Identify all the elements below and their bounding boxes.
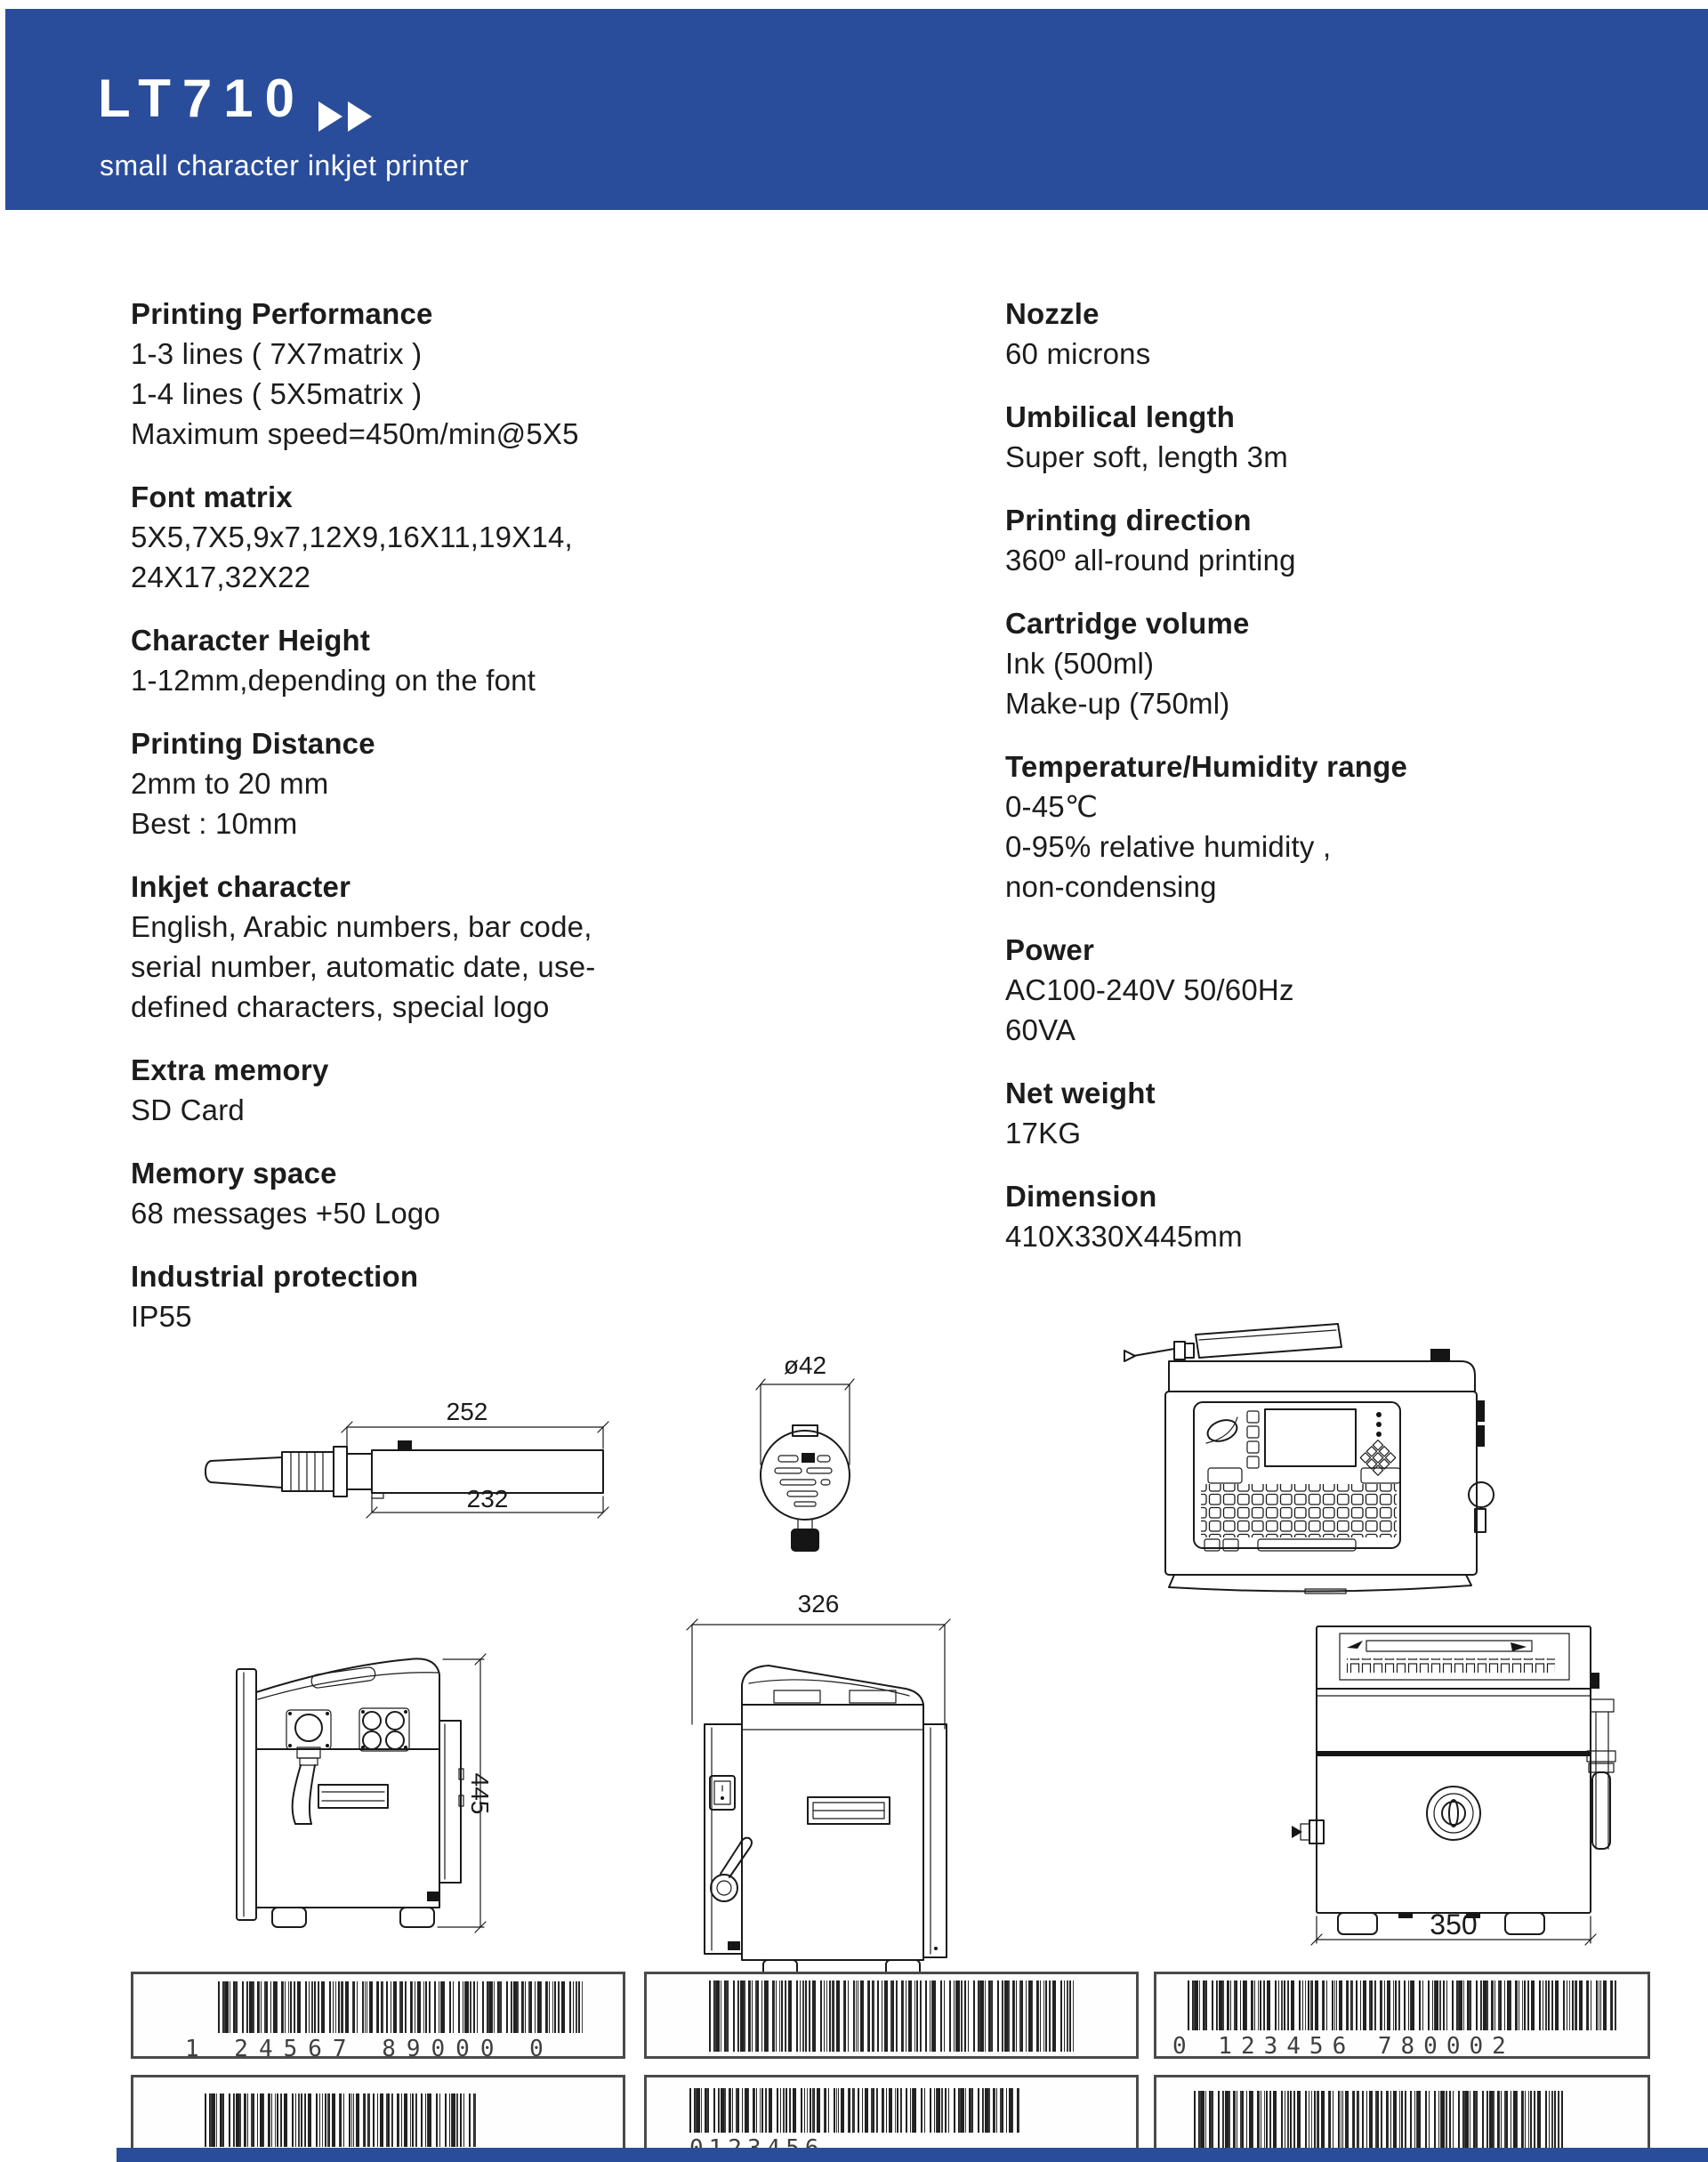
spec-column-right [1005, 294, 1575, 1279]
header-banner [5, 9, 1708, 210]
dim-350-label: 350 [1430, 1908, 1478, 1940]
spec-heading: Power [1005, 933, 1095, 966]
spec-group-printing-distance [131, 723, 700, 843]
spec-line: serial number, automatic date, use- [131, 950, 596, 983]
lever-pivot [711, 1875, 737, 1901]
play-triangle-icon [348, 101, 372, 132]
spec-line: Super soft, length 3m [1005, 440, 1288, 473]
spec-group-industrial-protection [131, 1256, 700, 1336]
barcode-bars [218, 1981, 583, 2033]
spacebar-key [1258, 1539, 1356, 1551]
barcode-digits: 0 123456 780002 [1172, 2033, 1515, 2059]
spec-group-cartridge-volume [1005, 603, 1575, 723]
drawing-back-view-350 [1292, 1619, 1648, 1948]
drawing-side-view-445 [230, 1635, 496, 1951]
spec-line: 1-3 lines ( 7X7matrix ) [131, 337, 423, 370]
spec-heading: Nozzle [1005, 297, 1100, 330]
spec-line: 60VA [1005, 1013, 1076, 1046]
spec-line: Best : 10mm [131, 807, 298, 840]
barcode-sample-2 [644, 1972, 1139, 2059]
spec-group-nozzle [1005, 294, 1575, 374]
cartridge-bay-teeth [1347, 1658, 1555, 1673]
spec-heading: Net weight [1005, 1077, 1156, 1109]
drawing-controller-front-view [1123, 1279, 1496, 1593]
spec-group-extra-memory [131, 1050, 700, 1130]
dim-445-label: 445 [466, 1772, 494, 1815]
top-switch [1430, 1349, 1450, 1361]
spec-group-printing-performance [131, 294, 700, 454]
drawing-printhead-side-view [200, 1372, 618, 1523]
dim-326-label: 326 [797, 1590, 840, 1617]
barcode-sample-1 [131, 1972, 625, 2059]
spec-line: 68 messages +50 Logo [131, 1197, 441, 1230]
spec-line: 1-12mm,depending on the font [131, 664, 536, 697]
footer-accent-strip [117, 2148, 1708, 2162]
printhead-marker [398, 1440, 412, 1451]
spec-group-umbilical-length [1005, 397, 1575, 477]
barcode-bars [205, 2093, 476, 2147]
dim-diameter-label: ø42 [783, 1351, 827, 1379]
spec-line: 410X330X445mm [1005, 1220, 1243, 1253]
spec-heading: Font matrix [131, 480, 293, 513]
spec-heading: Dimension [1005, 1180, 1157, 1213]
spec-line: Ink (500ml) [1005, 647, 1155, 680]
barcode-digits: 1 24567 89000 0 [185, 2036, 554, 2059]
spec-line: 0-95% relative humidity , [1005, 830, 1332, 863]
barcode-bars [709, 1980, 1074, 2052]
drawing-depth-view-326 [685, 1591, 952, 1991]
keyboard-keys [1201, 1484, 1397, 1537]
spec-line: 17KG [1005, 1117, 1082, 1150]
spec-line: 24X17,32X22 [131, 561, 311, 593]
spec-line: English, Arabic numbers, bar code, [131, 910, 592, 943]
spec-heading: Printing Distance [131, 727, 375, 760]
dim-252-label: 252 [446, 1398, 488, 1425]
spec-line: non-condensing [1005, 870, 1217, 903]
spec-group-net-weight [1005, 1073, 1575, 1153]
brand-logo-icon [1204, 1416, 1239, 1445]
spec-group-power [1005, 930, 1575, 1050]
display-screen [1265, 1409, 1356, 1466]
spec-line: 360º all-round printing [1005, 544, 1296, 577]
spec-heading: Temperature/Humidity range [1005, 750, 1408, 783]
spec-line: 5X5,7X5,9x7,12X9,16X11,19X14, [131, 520, 573, 553]
spec-line: Make-up (750ml) [1005, 687, 1230, 720]
spec-group-inkjet-character [131, 867, 700, 1027]
spec-heading: Memory space [131, 1157, 337, 1190]
fast-forward-icon [318, 101, 372, 132]
dim-232-label: 232 [466, 1485, 509, 1513]
spec-group-temperature-humidity [1005, 746, 1575, 907]
product-title: LT710 [98, 69, 306, 128]
spec-line: IP55 [131, 1300, 192, 1333]
play-triangle-icon [318, 101, 342, 132]
nav-keypad [1360, 1440, 1396, 1476]
spec-group-font-matrix [131, 477, 700, 597]
spec-line: 1-4 lines ( 5X5matrix ) [131, 377, 423, 410]
spec-heading: Cartridge volume [1005, 607, 1250, 640]
spec-line: defined characters, special logo [131, 990, 550, 1023]
door-lock [1427, 1787, 1480, 1840]
barcode-bars [1194, 2091, 1563, 2148]
spec-column-left [131, 294, 700, 1359]
barcode-bars [1188, 1980, 1616, 2030]
spec-heading: Umbilical length [1005, 400, 1236, 433]
spec-group-character-height [131, 620, 700, 700]
barcode-bars [689, 2088, 1020, 2133]
printhead-on-top [1196, 1324, 1341, 1358]
spec-group-dimension [1005, 1176, 1575, 1256]
product-subtitle: small character inkjet printer [100, 149, 470, 182]
spec-line: AC100-240V 50/60Hz [1005, 973, 1294, 1006]
drawing-printhead-face-view [752, 1352, 858, 1566]
spec-heading: Character Height [131, 624, 371, 657]
spec-group-memory-space [131, 1153, 700, 1233]
spec-line: 0-45℃ [1005, 790, 1099, 823]
spec-heading: Printing Performance [131, 297, 433, 330]
spec-heading: Industrial protection [131, 1260, 419, 1293]
spec-line: Maximum speed=450m/min@5X5 [131, 417, 579, 450]
spec-heading: Extra memory [131, 1053, 329, 1086]
spec-line: 2mm to 20 mm [131, 767, 329, 800]
spec-line: SD Card [131, 1093, 245, 1126]
spec-group-printing-direction [1005, 500, 1575, 580]
spec-heading: Printing direction [1005, 504, 1252, 536]
spec-heading: Inkjet character [131, 870, 351, 903]
spec-line: 60 microns [1005, 337, 1151, 370]
barcode-sample-3 [1154, 1972, 1650, 2059]
